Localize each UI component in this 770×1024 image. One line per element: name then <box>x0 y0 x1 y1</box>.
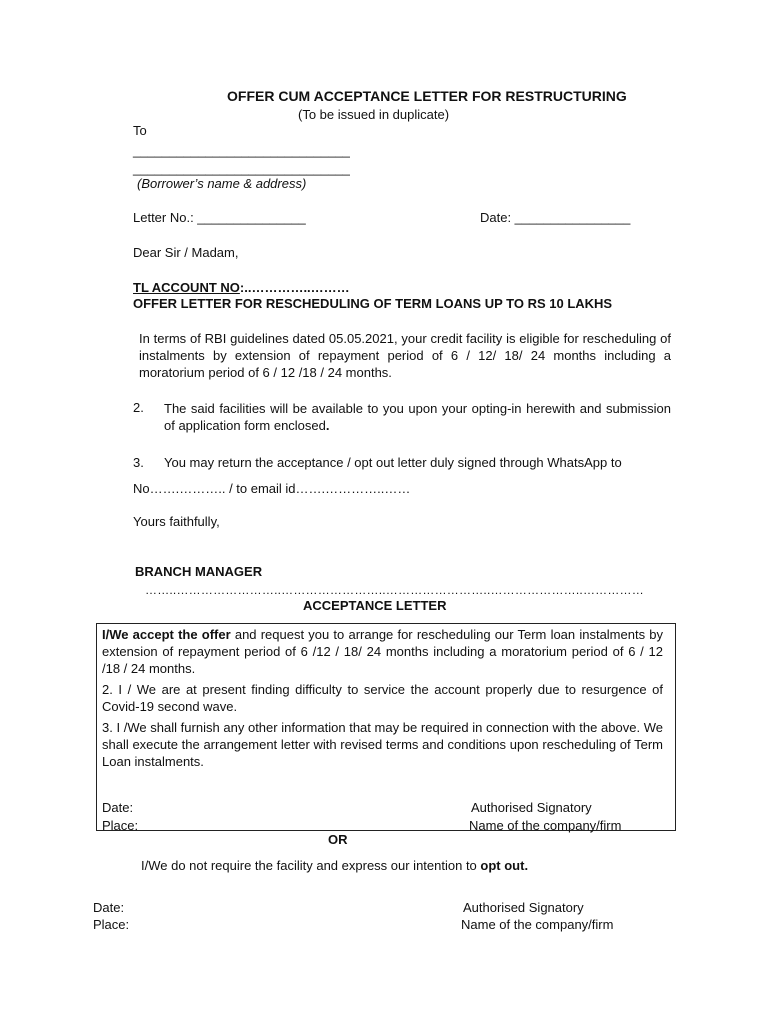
opt-out-line <box>141 858 528 874</box>
address-line-1: ______________________________ <box>133 143 350 158</box>
paragraph-2 <box>164 400 671 434</box>
closing: Yours faithfully, <box>133 514 220 529</box>
footer-date-label: Date: <box>93 900 125 915</box>
acceptance-item-1 <box>102 626 663 677</box>
account-line <box>133 280 350 296</box>
footer-authorised-signatory: Authorised Signatory <box>463 900 584 915</box>
account-label: TL ACCOUNT NO <box>133 280 240 295</box>
acceptance-item-1-bold: I/We accept the offer <box>102 627 231 642</box>
opt-out-bold: opt out. <box>480 858 529 873</box>
acceptance-box <box>96 623 676 831</box>
letter-number: Letter No.: _______________ <box>133 210 306 225</box>
account-dots: :..…………..……… <box>239 280 350 295</box>
footer-company-name: Name of the company/firm <box>461 917 614 932</box>
acceptance-company-name: Name of the company/firm <box>469 818 622 833</box>
borrower-caption: (Borrower’s name & address) <box>137 176 307 191</box>
acceptance-authorised-signatory: Authorised Signatory <box>471 800 592 815</box>
subject-line: OFFER LETTER FOR RESCHEDULING OF TERM LOANS UP TO RS 10 LAKHS <box>133 296 613 311</box>
acceptance-item-3: 3. I /We shall furnish any other information that may be required in connection with the above. We shall execute the arrangement letter with revised terms and conditions upon rescheduling of Term Loan instalments. <box>102 720 663 769</box>
address-line-2: ______________________________ <box>133 161 350 176</box>
paragraph-3-number: 3. <box>133 455 144 470</box>
acceptance-date-label: Date: <box>102 800 134 815</box>
acceptance-item-2: 2. I / We are at present finding difficulty to service the account properly due to resurgence of Covid-19 second wave. <box>102 682 663 714</box>
paragraph-3-continuation: No…….……….. / to email id…….…………..…… <box>133 481 411 496</box>
to-label: To <box>133 123 147 138</box>
acceptance-heading: ACCEPTANCE LETTER <box>303 598 447 613</box>
acceptance-place-label: Place: <box>102 818 139 833</box>
paragraph-2-number: 2. <box>133 400 144 415</box>
or-label: OR <box>328 832 348 847</box>
signatory-title: BRANCH MANAGER <box>135 564 263 579</box>
paragraph-2-end: . <box>325 418 330 433</box>
acceptance-item-1-text: and request you to arrange for rescheduling our Term loan instalments by extension of repayment period of 6 /12 / 18/ 24 months including a moratorium period of 6 / 12 /18 / 24 months. <box>102 627 664 676</box>
paragraph-2-text: The said facilities will be available to you upon your opting-in herewith and submission of application form enclosed <box>164 401 671 433</box>
letter-date: Date: ________________ <box>480 210 631 225</box>
separator-dots: ……..……………………..……………………..……………………..…………………..…………… <box>145 583 644 597</box>
salutation: Dear Sir / Madam, <box>133 245 239 260</box>
paragraph-3: You may return the acceptance / opt out letter duly signed through WhatsApp to <box>164 455 622 470</box>
footer-place-label: Place: <box>93 917 130 932</box>
opt-out-text: I/We do not require the facility and express our intention to <box>141 858 481 873</box>
subtitle: (To be issued in duplicate) <box>298 107 450 122</box>
paragraph-1: In terms of RBI guidelines dated 05.05.2021, your credit facility is eligible for rescheduling of instalments by extension of repayment period of 6 / 12/ 18/ 24 months including a moratorium period of 6 / 12 /18 / 24 months. <box>139 331 671 380</box>
page-title: OFFER CUM ACCEPTANCE LETTER FOR RESTRUCTURING <box>227 88 627 104</box>
